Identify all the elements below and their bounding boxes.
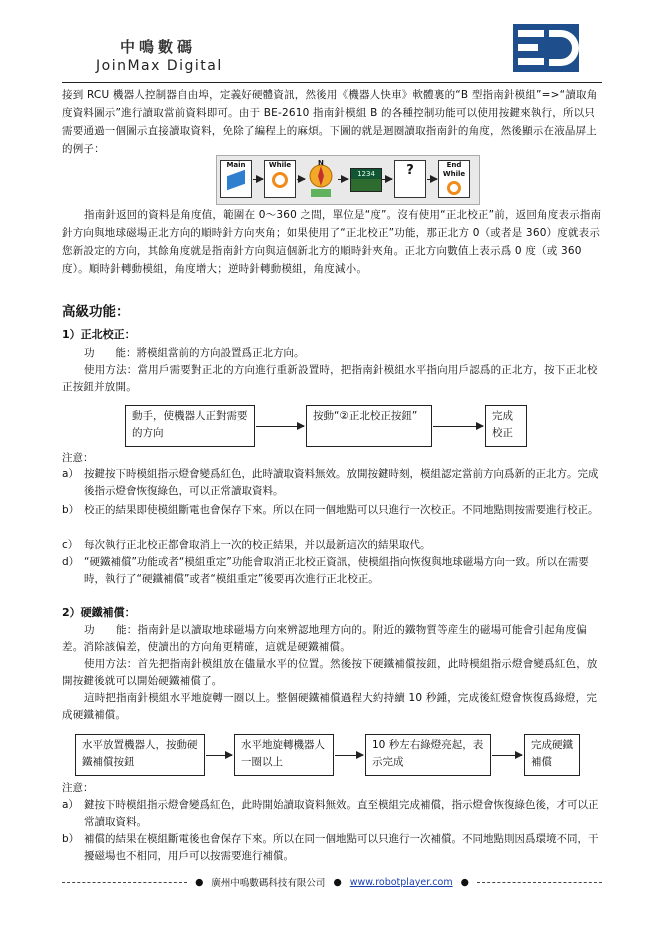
footer-url-link[interactable]: www.robotplayer.com (349, 876, 453, 888)
bullet: ● (460, 876, 469, 888)
north-calibration-func (84, 345, 305, 362)
angle-description: 指南針返回的資料是角度值，範圍在 0～360 之間，單位是“度”。沒有使用“正北校正”前，返回角度表示指南針方向與地球磁場正北方向的順時針方向夾角；如果使用了“正北校正”功能，那正北方 0（或者是 360）度就表示您新設定的方向，其餘角度就是指南針方向與這個新北方的順時針夾角。正北方向數值上表示爲 0 度（或 360 度）。順時針轉動模組，角度增大；逆時針轉動模組，角度減小。 (62, 209, 602, 275)
hard-iron-usage: 使用方法：首先把指南針模組放在儘量水平的位置。然後按下硬鐵補償按鈕，此時模組指示燈會變爲紅色，放開按鍵後就可以開始硬鐵補償了。 (62, 658, 598, 687)
compass-icon: N (306, 161, 336, 199)
note-marker: a） (62, 468, 79, 480)
func-label: 功 能： (84, 347, 137, 359)
header-rule (62, 82, 602, 83)
note-marker: a） (62, 799, 79, 811)
delay-icon: ? (394, 160, 426, 198)
diagram-arrow (253, 179, 263, 180)
intro-paragraph: 接到 RCU 機器人控制器自由埠，定義好硬體資訊，然後用《機器人快車》軟體裏的“B 型指南針模組”=>“讀取角度資料圖示”進行讀取當前資料即可。由于 BE-2610 指南針模組 B 的各種控制功能可以使用按鍵來執行，所以只需要通過一個圖示直接讀取資料，免除了編程上的麻煩。下圖的就是迴圈讀取指南針的角度，然後顯示在液晶屏上的例子： (62, 89, 598, 155)
lcd-display-icon: 1234 (350, 168, 382, 192)
end-while-icon: End While (438, 160, 470, 198)
note-text: 補償的結果在模組斷電後也會保存下來。所以在同一個地點可以只進行一次補償。不同地點則因爲環境不同，干擾磁場也不相同，用戶可以按需要進行補償。 (84, 833, 599, 862)
note-marker: c） (62, 539, 79, 551)
notes-label: 注意： (62, 452, 94, 464)
north-calibration-heading: 1）正北校正： (62, 328, 136, 341)
hard-iron-func (62, 622, 602, 656)
flow-step-box: 完成校正 (485, 405, 527, 447)
section-title: 高級功能： (62, 304, 130, 320)
note-text: 按鍵按下時模組指示燈會變爲紅色，此時讀取資料無效。放開按鍵時刻，模組認定當前方向爲新的正北方。完成後指示燈會恢復綠色，可以正常讀取資料。 (84, 468, 599, 497)
note-marker: b） (62, 833, 80, 845)
flow-step-box: 按動“②正北校正按鈕” (306, 405, 432, 447)
diagram-arrow (338, 179, 348, 180)
note-text: 鍵按下時模組指示燈會變爲紅色，此時開始讀取資料無效。直至模組完成補償，指示燈會恢復綠色後，才可以正常讀取資料。 (84, 799, 599, 828)
note-marker: b） (62, 504, 80, 516)
notes-label: 注意： (62, 782, 94, 794)
flow-arrow (335, 755, 363, 756)
hard-iron-usage-2: 這時把指南針模組水平地旋轉一圈以上。整個硬鐵補償過程大約持續 10 秒鍾，完成後紅燈會恢復爲綠燈，完成硬鐵補償。 (62, 692, 598, 721)
footer-rule-right (477, 882, 602, 883)
flow-arrow (433, 426, 483, 427)
header (0, 0, 662, 80)
flow-step-box: 水平地旋轉機器人一圈以上 (234, 734, 334, 776)
main-block-icon: Main (220, 160, 252, 198)
note-text: “硬鐵補償”功能或者“模組重定”功能會取消正北校正資訊，使模組指向恢復與地球磁場方向一致。所以在需要時，執行了“硬鐵補償”或者“模組重定”後要再次進行正北校正。 (84, 556, 589, 585)
diagram-arrow (297, 179, 305, 180)
note-text: 每次執行正北校正都會取消上一次的校正結果，并以最新這次的結果取代。 (84, 539, 431, 551)
func-label: 功 能： (84, 624, 138, 636)
north-calibration-usage: 使用方法：當用戶需要對正北的方向進行重新設置時，把指南針模組水平指向用戶認爲的正北方，按下正北校正按鈕并放開。 (62, 364, 598, 393)
footer-company: 廣州中鳴數碼科技有限公司 (211, 878, 326, 889)
bullet: ● (333, 876, 342, 888)
flow-step-box: 完成硬鐵補償 (524, 734, 580, 776)
flow-arrow (492, 755, 522, 756)
note-marker: d） (62, 556, 80, 568)
while-loop-icon: While (264, 160, 296, 198)
hard-iron-heading: 2）硬鐵補償： (62, 606, 136, 619)
diagram-arrow (382, 179, 392, 180)
brand-name-cn: 中鳴數碼 (120, 38, 197, 56)
func-text: 將模組當前的方向設置爲正北方向。 (136, 347, 305, 359)
flow-arrow (206, 755, 232, 756)
flow-arrow (256, 426, 304, 427)
diagram-arrow (427, 179, 437, 180)
footer (62, 874, 602, 890)
bullet: ● (195, 876, 204, 888)
brand-name-en: JoinMax Digital (96, 58, 223, 74)
flow-step-box: 動手，使機器人正對需要的方向 (125, 405, 255, 447)
flow-step-box: 水平放置機器人，按動硬鐵補償按鈕 (75, 734, 205, 776)
logo-icon (513, 24, 579, 72)
note-text: 校正的結果即使模組斷電也會保存下來。所以在同一個地點可以只進行一次校正。不同地點則按需要進行校正。 (84, 504, 599, 516)
flow-step-box: 10 秒左右綠燈亮起，表示完成 (365, 734, 491, 776)
footer-rule-left (62, 882, 187, 883)
func-text: 指南針是以讀取地球磁場方向來辨認地理方向的。附近的鐵物質等産生的磁場可能會引起角度偏差。消除該偏差，使讀出的方向角更精確，這就是硬鐵補償。 (62, 624, 587, 653)
